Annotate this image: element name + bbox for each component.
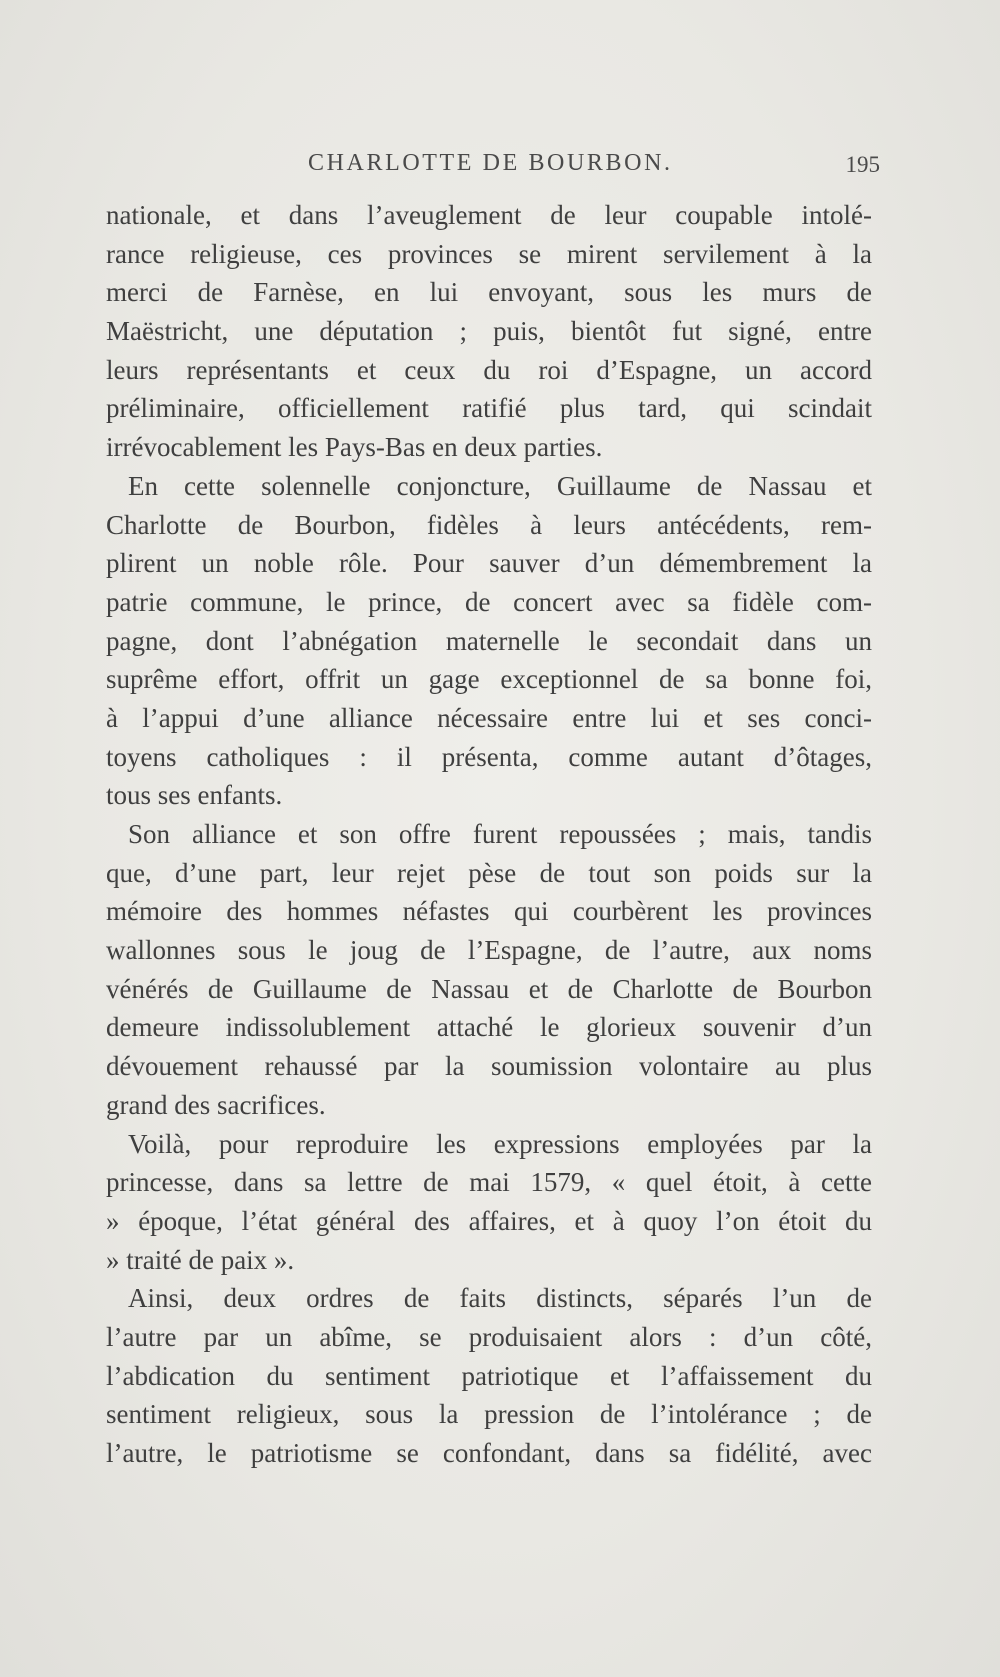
text-line: vénérés de Guillaume de Nassau et de Charlotte de Bourbon	[106, 973, 872, 1004]
text-line: rance religieuse, ces provinces se mirent servilement à la	[106, 238, 872, 269]
text-line: plirent un noble rôle. Pour sauver d’un démembrement la	[106, 548, 872, 579]
text-line: pagne, dont l’abnégation maternelle le secondait dans un	[106, 625, 872, 656]
text-line: » traité de paix ».	[106, 1244, 295, 1275]
text-line: dévouement rehaussé par la soumission volontaire au plus	[106, 1051, 872, 1082]
text-line: l’autre par un abîme, se produisaient alors : d’un côté,	[106, 1321, 872, 1352]
paragraph	[106, 815, 872, 1125]
text-line: irrévocablement les Pays-Bas en deux parties.	[106, 432, 603, 463]
text-line: nationale, et dans l’aveuglement de leur coupable intolé-	[106, 200, 872, 230]
text-line: préliminaire, officiellement ratifié plus tard, qui scindait	[106, 393, 872, 424]
text-line: wallonnes sous le joug de l’Espagne, de l’autre, aux noms	[106, 935, 872, 966]
text-line: demeure indissolublement attaché le glorieux souvenir d’un	[106, 1012, 872, 1043]
text-line: grand des sacrifices.	[106, 1089, 326, 1120]
page-number: 195	[845, 152, 880, 177]
text-line: patrie commune, le prince, de concert avec sa fidèle com-	[106, 586, 872, 617]
text-line: En cette solennelle conjoncture, Guillaume de Nassau et	[128, 470, 872, 501]
page-header	[108, 150, 880, 190]
text-line: Maëstricht, une députation ; puis, bientôt fut signé, entre	[106, 316, 872, 347]
text-line: Ainsi, deux ordres de faits distincts, séparés l’un de	[128, 1283, 872, 1314]
body-text	[106, 196, 872, 1473]
paragraph	[106, 196, 872, 467]
text-line: tous ses enfants.	[106, 780, 283, 811]
text-line: leurs représentants et ceux du roi d’Espagne, un accord	[106, 354, 872, 385]
text-line: sentiment religieux, sous la pression de l’intolérance ; de	[106, 1399, 872, 1430]
text-line: Son alliance et son offre furent repoussées ; mais, tandis	[128, 819, 872, 849]
text-line: merci de Farnèse, en lui envoyant, sous les murs de	[106, 277, 872, 308]
text-line: princesse, dans sa lettre de mai 1579, « quel étoit, à cette	[106, 1167, 872, 1198]
running-title: CHARLOTTE DE BOURBON.	[308, 150, 673, 176]
text-line: suprême effort, offrit un gage exceptionnel de sa bonne foi,	[106, 664, 872, 695]
paragraph	[106, 1279, 872, 1472]
text-line: Voilà, pour reproduire les expressions employées par la	[128, 1128, 872, 1159]
paragraph	[106, 1125, 872, 1280]
text-line: toyens catholiques : il présenta, comme autant d’ôtages,	[106, 741, 872, 772]
text-line: mémoire des hommes néfastes qui courbèrent les provinces	[106, 896, 872, 927]
text-line: Charlotte de Bourbon, fidèles à leurs antécédents, rem-	[106, 509, 872, 540]
text-line: l’abdication du sentiment patriotique et l’affaissement du	[106, 1360, 872, 1391]
text-line: à l’appui d’une alliance nécessaire entre lui et ses conci-	[106, 702, 872, 733]
text-line: l’autre, le patriotisme se confondant, dans sa fidélité, avec	[106, 1438, 872, 1468]
paragraph	[106, 467, 872, 815]
text-line: que, d’une part, leur rejet pèse de tout son poids sur la	[106, 857, 872, 888]
text-line: » époque, l’état général des affaires, et à quoy l’on étoit du	[106, 1205, 872, 1236]
